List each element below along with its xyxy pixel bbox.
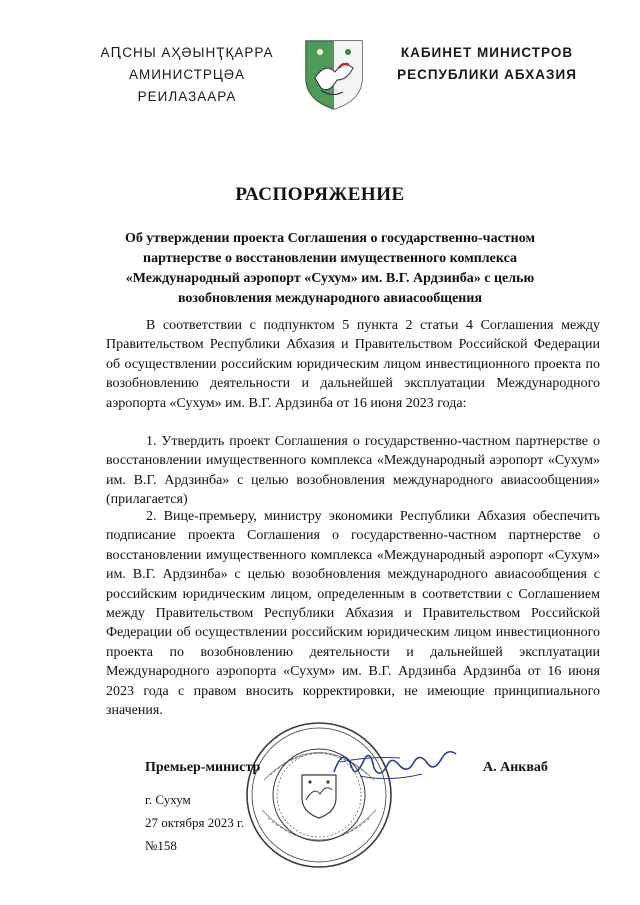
header-right-russian bbox=[392, 42, 582, 86]
issue-place: г. Сухум bbox=[145, 792, 191, 807]
header-left-abkhaz bbox=[82, 42, 292, 108]
issue-date: 27 октября 2023 г. bbox=[145, 815, 245, 830]
header-right-line1: КАБИНЕТ МИНИСТРОВ bbox=[400, 45, 574, 60]
signatory-name: А. Анкваб bbox=[483, 760, 548, 775]
header-right-line2: РЕСПУБЛИКИ АБХАЗИЯ bbox=[397, 67, 577, 82]
header-left-line2: АМИНИСТРЦӘА РЕИЛАЗААРА bbox=[128, 67, 246, 104]
header-left-line1: АԤСНЫ АҲӘЫНҬҚАРРА bbox=[100, 45, 274, 60]
document-number: №158 bbox=[145, 838, 177, 853]
preamble-paragraph: В соответствии с подпунктом 5 пункта 2 статьи 4 Соглашения между Правительством Республики Абхазия и Правительством Российской Федерации об осуществлении российским юридическим лицом инвестиционного проекта по возобновлению деятельности и дальнейшей эксплуатации Международного аэропорта «Сухум» им. В.Г. Ардзинба от 16 июня 2023 года: bbox=[106, 318, 600, 411]
document-title: РАСПОРЯЖЕНИЕ bbox=[235, 184, 405, 205]
coat-of-arms-emblem-icon bbox=[303, 38, 365, 112]
order-item-2: 2. Вице-премьеру, министру экономики Республики Абхазия обеспечить подписание проекта Соглашения о государственно-частном партнерстве о восстановлении имущественного комплекса «Международный аэропорт «Сухум» им. В.Г. Ардзинба» с целью возобновления международного авиасообщения с российским юридическим лицом, определенным в соответствии с Соглашением между Правительством Республики Абхазия и Правительством Российской Федерации об осуществлении российским юридическим лицом инвестиционного проекта по возобновлению деятельности и дальнейшей эксплуатации Международного аэропорта «Сухум» им. В.Г. Ардзинба Ардзинба от 16 июня 2023 года с правом вносить корректировки, не имеющие принципиального значения. bbox=[106, 509, 600, 719]
signatory-position: Премьер-министр bbox=[145, 760, 261, 775]
document-subject: Об утверждении проекта Соглашения о государственно-частном партнерстве о восстановлении имущественного комплекса «Международный аэропорт «Сухум» им. В.Г. Ардзинба» с целью возобновления международного авиасообщения bbox=[124, 231, 535, 306]
order-item-1: 1. Утвердить проект Соглашения о государственно-частном партнерстве о восстановлении имущественного комплекса «Международный аэропорт «Сухум» им. В.Г. Ардзинба» с целью возобновления международного авиасообщения» (прилагается) bbox=[106, 434, 600, 508]
handwritten-signature bbox=[330, 738, 460, 786]
